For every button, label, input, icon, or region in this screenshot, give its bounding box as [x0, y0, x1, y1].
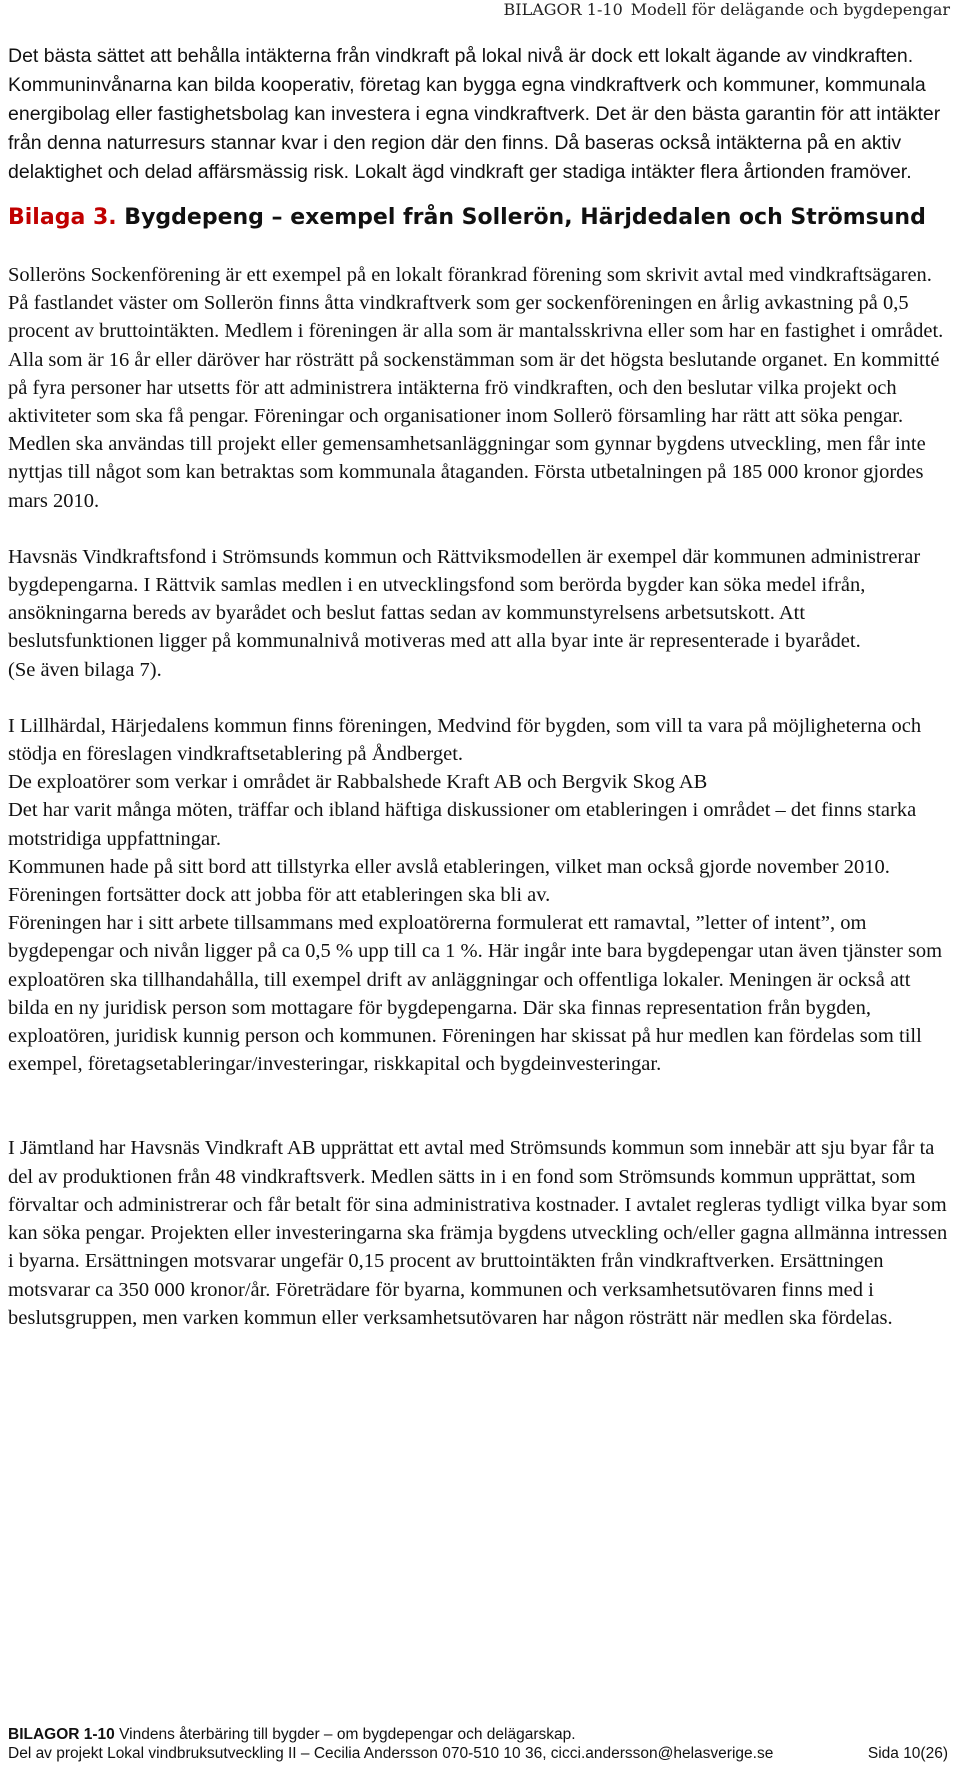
footer-doc-code: BILAGOR 1-10 — [8, 1726, 115, 1743]
paragraph-lillhardal-4: Kommunen hade på sitt bord att tillstyrka eller avslå etableringen, vilket man också gjorde november 2010. Föreningen fortsätter dock att jobba för att etableringen ska bli av. — [8, 855, 890, 907]
appendix-title: Bygdepeng – exempel från Sollerön, Härjdedalen och Strömsund — [124, 205, 926, 230]
paragraph-havsnas-note: (Se även bilaga 7). — [8, 658, 162, 681]
appendix-heading — [8, 201, 948, 235]
paragraph-lillhardal-1: I Lillhärdal, Härjedalens kommun finns föreningen, Medvind för bygden, som vill ta vara på möjligheterna och stödja en föreslagen vindkraftsetablering på Åndberget. — [8, 714, 922, 766]
footer-title-line — [8, 1725, 948, 1744]
document-body — [8, 42, 948, 1332]
paragraph-havsnas: Havsnäs Vindkraftsfond i Strömsunds kommun och Rättviksmodellen är exempel där kommunen administrerar bygdepengarna. I Rättvik samlas medlen i en utvecklingsfond som berörda bygder kan söka medel ifrån, ansökningarna bereds av byarådet och beslut fattas sedan av kommunstyrelsens arbetsutskott. Att beslutsfunktionen ligger på kommunalnivå motiveras med att alla byar inte är representerade i byarådet. — [8, 545, 921, 653]
page-footer — [8, 1725, 948, 1763]
header-doc-title: Modell för delägande och bygdepengar — [630, 0, 950, 19]
footer-project: Del av projekt Lokal vindbruksutveckling II – Cecilia Andersson 070-510 10 36, cicci.andersson@helasverige.se — [8, 1745, 774, 1762]
paragraph-solleron: Solleröns Sockenförening är ett exempel på en lokalt förankrad förening som skrivit avtal med vindkraftsägaren. På fastlandet väster om Sollerön finns åtta vindkraftverk som ger sockenföreningen en årlig avkastning på 0,5 procent av bruttointäkten. Medlem i föreningen är alla som är mantalsskrivna eller som har en fastighet i området. Alla som är 16 år eller däröver har rösträtt på sockenstämman som är det högsta beslutande organet. En kommitté på fyra personer har utsetts för att administrera intäkterna frö vindkraften, och den beslutar vilka projekt och aktiviteter som ska få pengar. Föreningar och organisationer inom Sollerö församling har rätt att söka pengar. Medlen ska användas till projekt eller gemensamhetsanläggningar som gynnar bygdens utveckling, men får inte nyttjas till något som kan betraktas som kommunala åtaganden. Första utbetalningen på 185 000 kronor gjordes mars 2010. — [8, 264, 944, 512]
page-header — [504, 0, 950, 19]
header-doc-code: BILAGOR 1-10 — [503, 0, 623, 19]
appendix-label: Bilaga 3. — [8, 205, 117, 230]
paragraph-lillhardal-5: Föreningen har i sitt arbete tillsammans med exploatörerna formulerat ett ramavtal, ”letter of intent”, om bygdepengar och nivån ligger på ca 0,5 % upp till ca 1 %. Här ingår inte bara bygdepengar utan även tjänster som exploatören ska tillhandahålla, till exempel drift av anläggningar och offentliga lokaler. Meningen är också att bilda en ny juridisk person som mottagare för bygdepengarna. Där ska finnas representation från bygden, exploatören, juridisk kunnig person och kommunen. Föreningen har skissat på hur medlen kan fördelas som till exempel, företagsetableringar/investeringar, riskkapital och bygdeinvesteringar. — [8, 912, 943, 1076]
intro-paragraph: Det bästa sättet att behålla intäkterna från vindkraft på lokal nivå är dock ett lokalt ägande av vindkraften. Kommuninvånarna kan bilda kooperativ, företag kan bygga egna vindkraftverk och kommuner, kommunala energibolag eller fastighetsbolag kan investera i egna vindkraftverk. Det är den bästa garantin för att intäkter från denna naturresurs stannar kvar i den region där den finns. Då baseras också intäkterna på en aktiv delaktighet och delad affärsmässig risk. Lokalt ägd vindkraft ger stadiga intäkter flera årtionden framöver. — [8, 45, 941, 183]
footer-subtitle: Vindens återbäring till bygder – om bygdepengar och delägarskap. — [119, 1726, 576, 1743]
paragraph-lillhardal-3: Det har varit många möten, träffar och ibland häftiga diskussioner om etableringen i området – det finns starka motstridiga uppfattningar. — [8, 799, 917, 850]
paragraph-lillhardal-2: De exploatörer som verkar i området är Rabbalshede Kraft AB och Bergvik Skog AB — [8, 771, 708, 794]
paragraph-jamtland: I Jämtland har Havsnäs Vindkraft AB upprättat ett avtal med Strömsunds kommun som innebär att sju byar får ta del av produktionen från 48 vindkraftsverk. Medlen sätts in i en fond som Strömsunds kommun upprättat, som förvaltar och administrerar och får betalt för sina administrativa kostnader. I avtalet regleras tydligt vilka byar som kan söka pengar. Projekten eller investeringarna ska främja bygdens utveckling och/eller gagna allmänna intressen i byarna. Ersättningen motsvarar ungefär 0,15 procent av bruttointäkten från vindkraftverken. Ersättningen motsvarar ca 350 000 kronor/år. Företrädare för byarna, kommunen och verksamhetsutövaren finns med i beslutsgruppen, men varken kommun eller verksamhetsutövaren har någon rösträtt när medlen ska fördelas. — [8, 1137, 948, 1329]
footer-project-line — [8, 1744, 948, 1763]
page-number: Sida 10(26) — [867, 1745, 948, 1762]
